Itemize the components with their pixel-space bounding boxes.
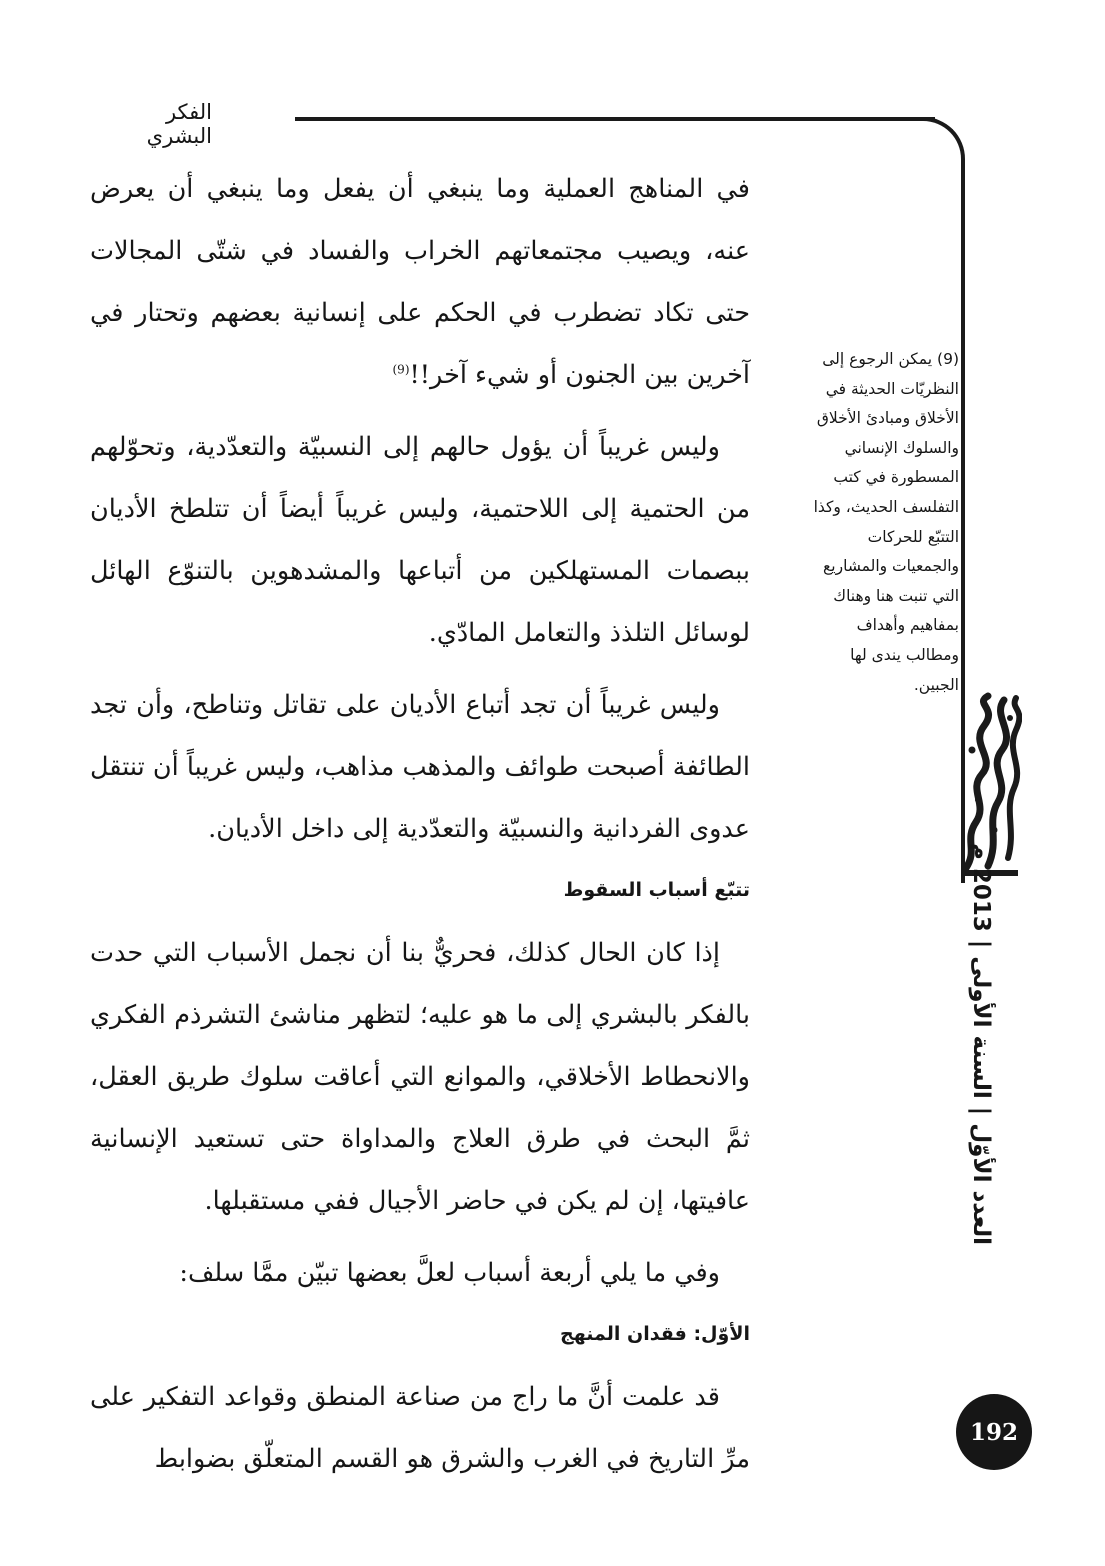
paragraph-3: وليس غريباً أن تجد أتباع الأديان على تقاتل وتناطح، وأن تجد الطائفة أصبحت طوائف والمذهب مذاهب، وليس غريباً أن تنتقل عدوى الفردانية والنسبيّة والتعدّدية إلى داخل الأديان. [90,690,750,844]
footnote-text: (9) يمكن الرجوع إلى النظريّات الحديثة في الأخلاق ومبادئ الأخلاق والسلوك الإنساني المسطورة في كتب التفلسف الحديث، وكذا التتبّع للحركات والجمعيات والمشاريع التي تنبت هنا وهناك بمفاهيم وأهداف ومطالب يندى لها الجبين. [813,350,959,694]
paragraph-2: وليس غريباً أن يؤول حالهم إلى النسبيّة والتعدّدية، وتحوّلهم من الحتمية إلى اللاحتمية، وليس غريباً أيضاً أن تتلطخ الأديان ببصمات المستهلكين من أتباعها والمشدهوين بالتنوّع الهائل لوسائل التلذذ والتعامل المادّي. [90,432,750,648]
page-number-badge [956,1394,1032,1470]
paragraph-4: إذا كان الحال كذلك، فحريٌّ بنا أن نجمل الأسباب التي حدت بالفكر بالبشري إلى ما هو عليه؛ لتظهر مناشئ التشرذم الفكري والانحطاط الأخلاقي، والموانع التي أعاقت سلوك طريق العقل، ثمَّ البحث في طرق العلاج والمداواة حتى تستعيد الإنسانية عافيتها، إن لم يكن في حاضر الأجيال ففي مستقبلها. [90,938,750,1216]
paragraph-1-text: في المناهج العملية وما ينبغي أن يفعل وما ينبغي أن يعرض عنه، ويصيب مجتمعاتهم الخراب والفساد في شتّى المجالات حتى تكاد تضطرب في الحكم على إنسانية بعضهم وتحتار في آخرين بين الجنون أو شيء آخر!! [90,174,750,390]
header-rule [295,117,935,121]
paragraph-6: قد علمت أنَّ ما راج من صناعة المنطق وقواعد التفكير على مرِّ التاريخ في الغرب والشرق هو القسم المتعلّق بضوابط [90,1382,750,1474]
page-number: 192 [969,1418,1018,1446]
footnote [772,345,959,700]
main-text [90,158,750,1500]
issue-info: العدد الأوّل | السنة الأولى | 2013 م [968,842,994,1245]
footnote-ref: (9) [392,362,410,377]
running-title: الفكر البشري [146,100,212,148]
subsection-heading: الأوّل: فقدان المنهج [560,1323,750,1345]
paragraph-5: وفي ما يلي أربعة أسباب لعلَّ بعضها تبيّن ممَّا سلف: [179,1258,720,1288]
frame-corner [920,117,965,167]
section-heading: تتبّع أسباب السقوط [563,879,750,901]
paragraph-1 [90,158,750,406]
